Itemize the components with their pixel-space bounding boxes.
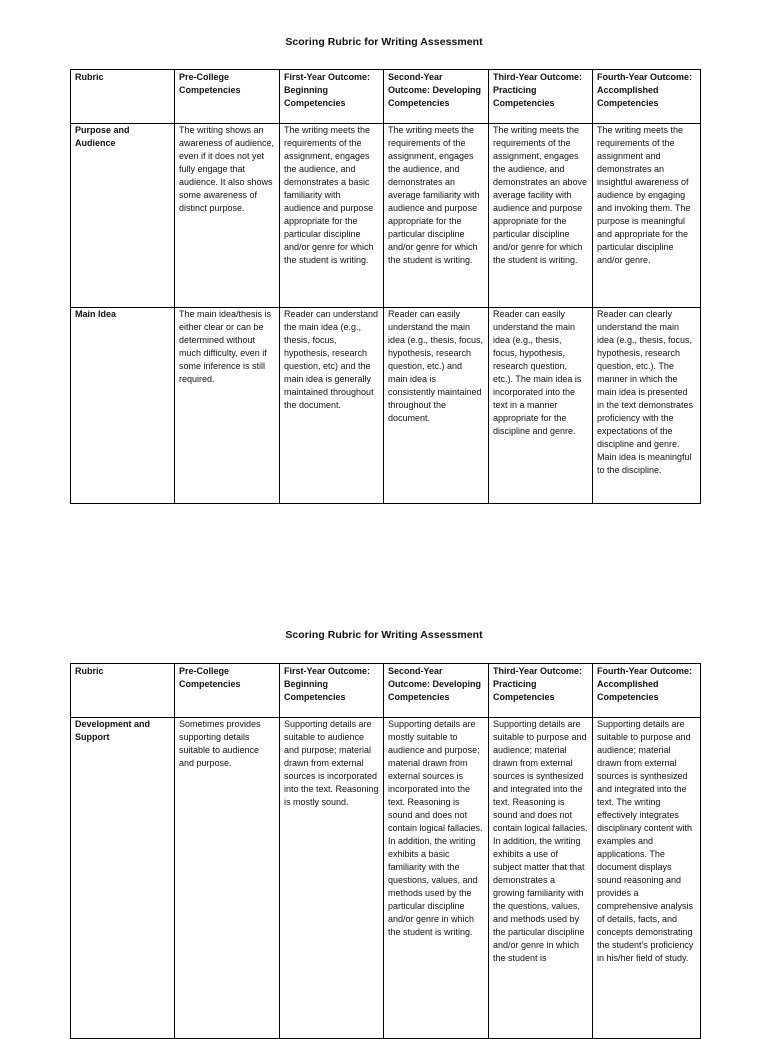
column-header: First-Year Outcome: Beginning Competencies xyxy=(280,70,384,124)
column-header: Second-Year Outcome: Developing Competencies xyxy=(384,664,489,718)
column-header: Third-Year Outcome: Practicing Competencies xyxy=(489,664,593,718)
column-header: Rubric xyxy=(71,70,175,124)
table-header-row xyxy=(71,70,701,124)
rubric-table xyxy=(70,663,701,1039)
table-row xyxy=(71,718,701,1039)
table-cell: Supporting details are mostly suitable to audience and purpose; material drawn from external sources is incorporated into the text. Reasoning is sound and does not contain logical fallacies. In addition, the writing exhibits a basic familiarity with the questions, values, and methods used by the particular discipline and/or genre in which the student is writing. xyxy=(384,718,489,1039)
table-cell: Supporting details are suitable to purpose and audience; material drawn from external sources is synthesized and integrated into the text. The writing effectively integrates disciplinary content with examples and applications. The document displays sound reasoning and provides a comprehensive analysis of details, facts, and concepts demonstrating the student’s proficiency in his/her field of study. xyxy=(593,718,701,1039)
row-label: Purpose and Audience xyxy=(71,124,175,308)
table-cell: Reader can easily understand the main idea (e.g., thesis, focus, hypothesis, research question, etc.) and main idea is consistently maintained throughout the document. xyxy=(384,308,489,504)
table-cell: Reader can easily understand the main idea (e.g., thesis, focus, hypothesis, research question, etc.). The main idea is incorporated into the text in a manner appropriate for the discipline and genre. xyxy=(489,308,593,504)
table-cell: The main idea/thesis is either clear or can be determined without much difficulty, even if some inference is still required. xyxy=(175,308,280,504)
table-cell: Supporting details are suitable to audience and purpose; material drawn from external sources is incorporated into the text. Reasoning is mostly sound. xyxy=(280,718,384,1039)
row-label: Main Idea xyxy=(71,308,175,504)
column-header: Fourth-Year Outcome: Accomplished Competencies xyxy=(593,70,701,124)
column-header: Rubric xyxy=(71,664,175,718)
table-cell: Sometimes provides supporting details suitable to audience and purpose. xyxy=(175,718,280,1039)
table-cell: Reader can understand the main idea (e.g., thesis, focus, hypothesis, research question, etc) and the main idea is generally maintained throughout the document. xyxy=(280,308,384,504)
table-cell: The writing meets the requirements of the assignment, engages the audience, and demonstrates a basic familiarity with audience and purpose appropriate for the particular discipline and/or genre for which the student is writing. xyxy=(280,124,384,308)
column-header: Third-Year Outcome: Practicing Competencies xyxy=(489,70,593,124)
table-cell: The writing meets the requirements of the assignment, engages the audience, and demonstrates an above average facility with audience and purpose appropriate for the particular discipline and/or genre for which the student is writing. xyxy=(489,124,593,308)
table-cell: The writing shows an awareness of audience, even if it does not yet fully engage that audience. It also shows some awareness of distinct purpose. xyxy=(175,124,280,308)
table-cell: The writing meets the requirements of the assignment and demonstrates an insightful awareness of audience by engaging and invoking them. The purpose is meaningful and appropriate for the particular discipline and/or genre. xyxy=(593,124,701,308)
column-header: Pre-College Competencies xyxy=(175,664,280,718)
row-label: Development and Support xyxy=(71,718,175,1039)
table-row xyxy=(71,308,701,504)
page-title: Scoring Rubric for Writing Assessment xyxy=(285,36,483,48)
table-row xyxy=(71,124,701,308)
column-header: Pre-College Competencies xyxy=(175,70,280,124)
table-header-row xyxy=(71,664,701,718)
page-title: Scoring Rubric for Writing Assessment xyxy=(285,629,483,641)
column-header: Second-Year Outcome: Developing Competencies xyxy=(384,70,489,124)
table-cell: The writing meets the requirements of the assignment, engages the audience, and demonstrates an average familiarity with audience and purpose appropriate for the particular discipline and/or genre for which the student is writing. xyxy=(384,124,489,308)
table-cell: Reader can clearly understand the main idea (e.g., thesis, focus, hypothesis, research question, etc.). The manner in which the main idea is presented in the text demonstrates proficiency with the expectations of the discipline and genre. Main idea is meaningful to the discipline. xyxy=(593,308,701,504)
rubric-table xyxy=(70,69,701,504)
column-header: Fourth-Year Outcome: Accomplished Competencies xyxy=(593,664,701,718)
table-cell: Supporting details are suitable to purpose and audience; material drawn from external sources is synthesized and integrated into the text. Reasoning is sound and does not contain logical fallacies. In addition, the writing exhibits a use of subject matter that that demonstrates a growing familiarity with the questions, values, and methods used by the particular discipline and/or genre in which the student is xyxy=(489,718,593,1039)
column-header: First-Year Outcome: Beginning Competencies xyxy=(280,664,384,718)
